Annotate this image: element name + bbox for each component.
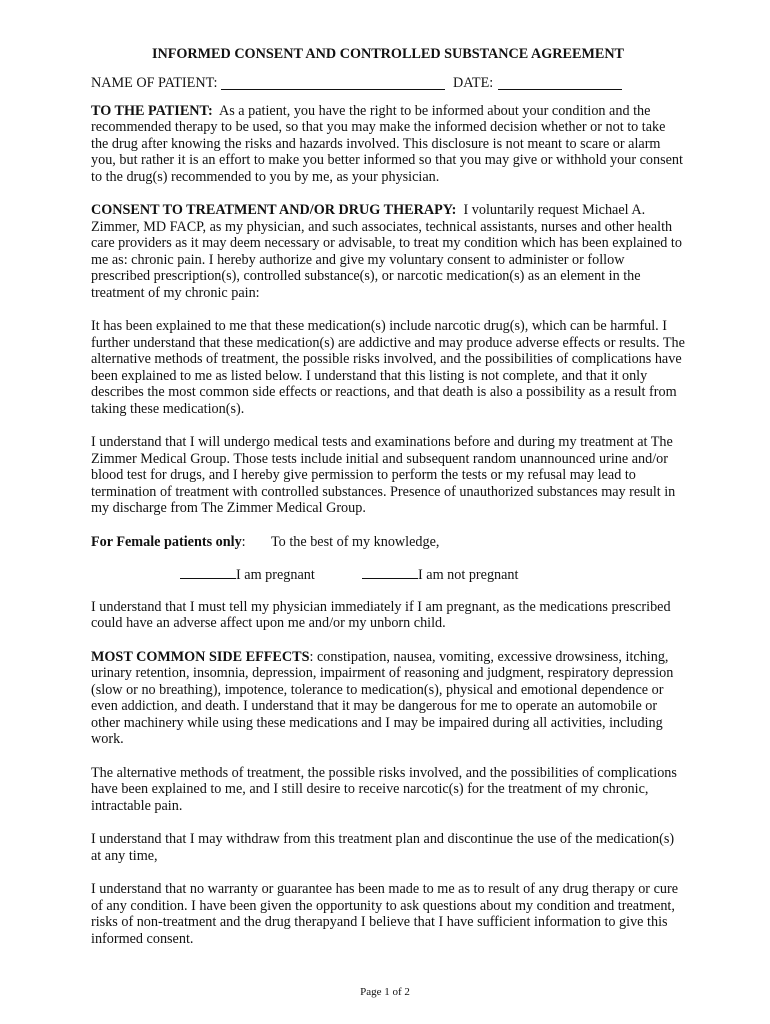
female-heading-wrap: [91, 534, 246, 551]
consent-paragraph: [91, 202, 685, 301]
to-patient-heading: TO THE PATIENT:: [91, 102, 213, 119]
female-heading: For Female patients only: [91, 533, 242, 550]
alternative-paragraph: The alternative methods of treatment, the possible risks involved, and the possibilities of complications have been explained to me, and I still desire to receive narcotic(s) for the treatment of my chronic, intractable pain.: [91, 764, 677, 814]
document-title: INFORMED CONSENT AND CONTROLLED SUBSTANCE AGREEMENT: [151, 46, 625, 62]
female-text: To the best of my knowledge,: [271, 533, 440, 550]
date-label: DATE:: [453, 74, 494, 91]
tests-paragraph: I understand that I will undergo medical tests and examinations before and during my treatment at The Zimmer Medical Group. Those tests include initial and subsequent random unannounced urine and/or blood test for drugs, and I hereby give permission to perform the tests or my refusal may lead to termination of treatment with controlled substances. Presence of unauthorized substances may result in my discharge from The Zimmer Medical Group.: [91, 434, 676, 516]
pregnant-label: I am pregnant: [236, 566, 315, 583]
patient-name-field[interactable]: [221, 89, 445, 90]
pregnancy-options-row: [91, 566, 685, 584]
warranty-paragraph: I understand that no warranty or guarantee has been made to me as to result of any drug therapy or cure of any condition. I have been given the opportunity to ask questions about my condition and treatment, risks of non-treatment and the drug therapyand I believe that I have sufficient information to give this informed consent.: [91, 881, 678, 947]
pregnant-blank[interactable]: [180, 566, 236, 579]
date-field[interactable]: [498, 89, 622, 90]
consent-body: I voluntarily request Michael A. Zimmer, MD FACP, as my physician, and such associates, technical assistants, nurses and other health care providers as it may deem necessary or advisable, to treat my condition which has been explained to me as: chronic pain. I hereby authorize and give my voluntary consent to administer or follow prescribed prescription(s), controlled substance(s), or narcotic medication(s) as an element in the treatment of my chronic pain:: [91, 202, 682, 301]
female-patients-row: [91, 534, 685, 552]
patient-info-line: [91, 73, 685, 93]
explained-paragraph: It has been explained to me that these medication(s) include narcotic drug(s), which can be harmful. I further understand that these medication(s) are addictive and may produce adverse effects or results. The alternative methods of treatment, the possible risks involved, and the possibilities of complications have been explained to me as listed below. I understand that this listing is not complete, and that it only describes the most common side effects or reactions, and that death is also a possibility as a result from taking these medication(s).: [91, 318, 685, 417]
pregnant-option: [180, 566, 315, 584]
side-effects-body: : constipation, nausea, vomiting, excessive drowsiness, itching, urinary retention, insomnia, depression, impairment of reasoning and judgment, respiratory depression (slow or no breathing), impotence, tolerance to medication(s), physical and emotional dependence or even addiction, and death. I understand that it may be dangerous for me to operate an automobile or other machinery while using these medications and I may be impaired during all activities, including work.: [91, 648, 674, 747]
side-effects-heading: MOST COMMON SIDE EFFECTS: [91, 648, 310, 665]
to-patient-body: As a patient, you have the right to be informed about your condition and the recommended therapy to be used, so that you may make the informed decision whether or not to take the drug after knowing the risks and hazards involved. This disclosure is not meant to scare or alarm you, but rather it is an effort to make you better informed so that you may give or withhold your consent to the drug(s) recommended to you by me, as your physician.: [91, 102, 683, 185]
document-page: [91, 46, 685, 964]
consent-heading: CONSENT TO TREATMENT AND/OR DRUG THERAPY:: [91, 202, 457, 218]
page-footer: Page 1 of 2: [360, 986, 410, 998]
not-pregnant-option: [362, 566, 518, 584]
to-patient-paragraph: [91, 103, 685, 186]
not-pregnant-label: I am not pregnant: [418, 566, 519, 583]
withdraw-paragraph: I understand that I may withdraw from this treatment plan and discontinue the use of the medication(s) at any time,: [91, 831, 675, 864]
female-colon: :: [241, 533, 246, 550]
patient-name-label: NAME OF PATIENT:: [91, 74, 218, 91]
side-effects-paragraph: [91, 649, 685, 748]
pregnant-paragraph: I understand that I must tell my physician immediately if I am pregnant, as the medications prescribed could have an adverse affect upon me and/or my unborn child.: [91, 598, 671, 631]
not-pregnant-blank[interactable]: [362, 566, 418, 579]
